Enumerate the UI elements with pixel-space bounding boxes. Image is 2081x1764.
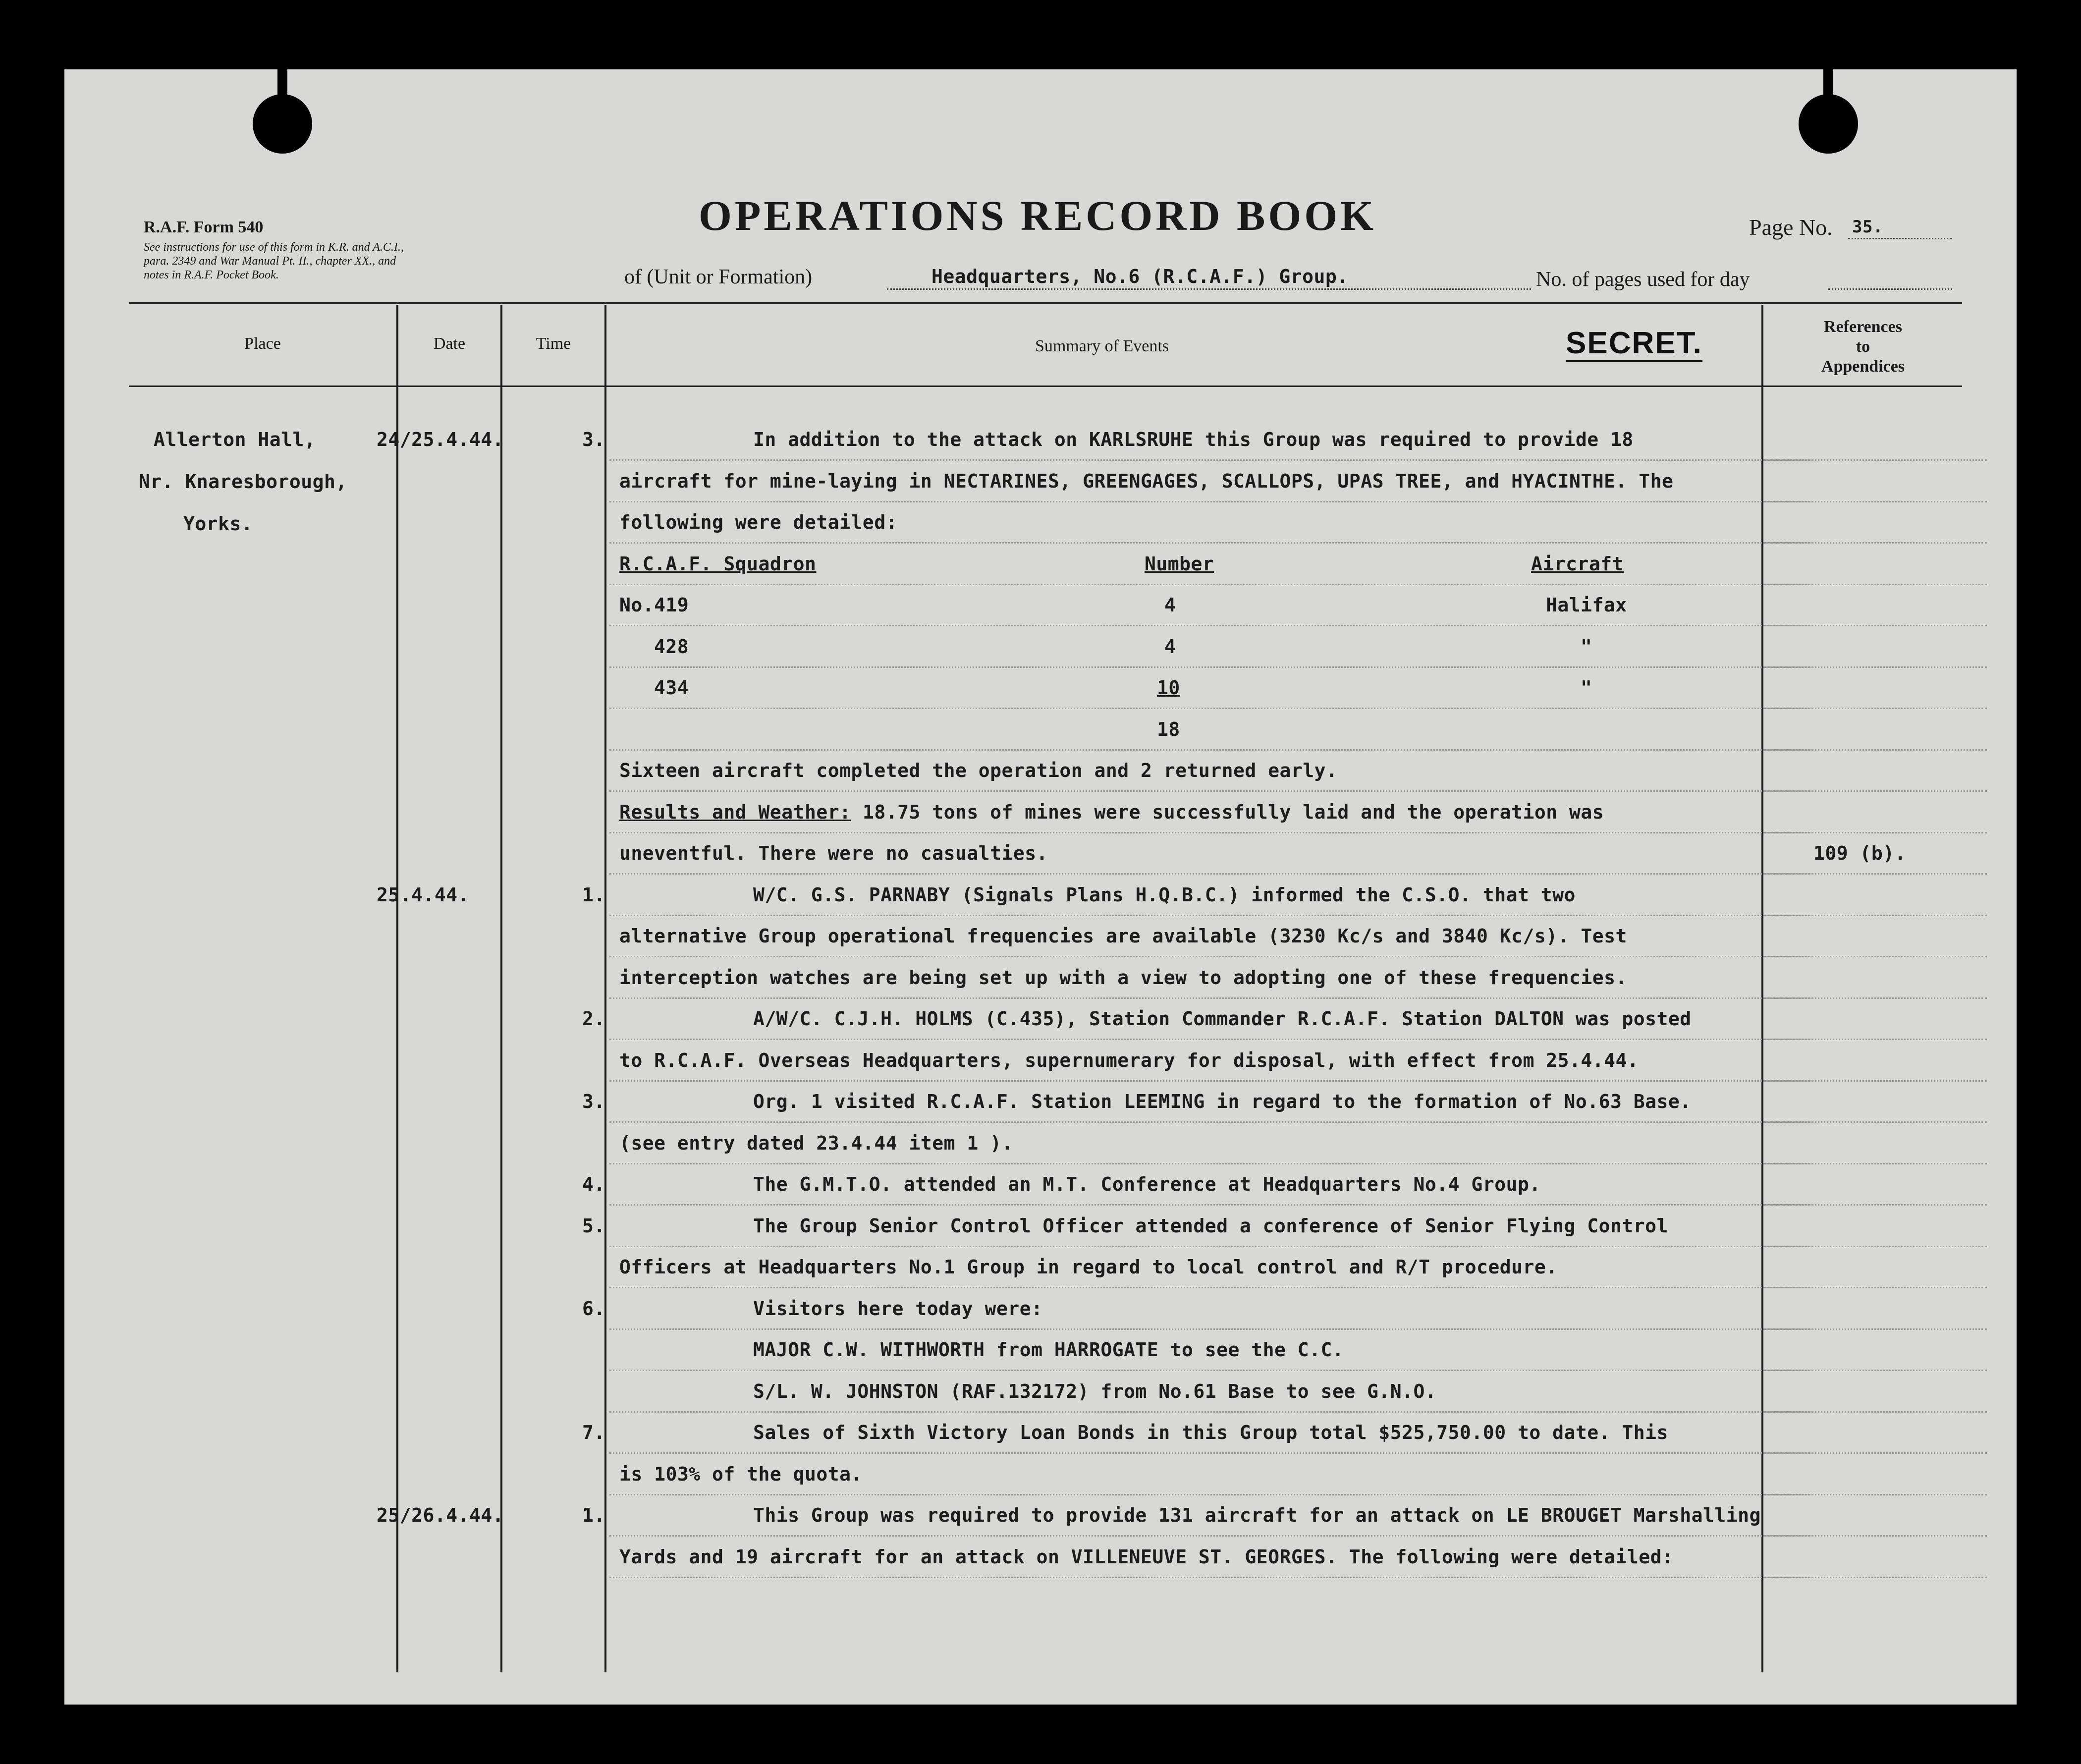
- table-header-rule: [129, 386, 1962, 387]
- summary-line: Yards and 19 aircraft for an attack on VILLENEUVE ST. GEORGES. The following were detailed:: [619, 1545, 1674, 1568]
- column-header-place: Place: [244, 334, 281, 353]
- ruled-line: [609, 1494, 1813, 1495]
- entry-item-number: 5.: [582, 1214, 605, 1237]
- summary-line: aircraft for mine-laying in NECTARINES, GREENGAGES, SCALLOPS, UPAS TREE, and HYACINTHE. The: [619, 470, 1674, 492]
- ruled-line: [609, 749, 1813, 751]
- entry-item-number: 7.: [582, 1422, 605, 1443]
- ruled-line: [609, 584, 1813, 585]
- ruled-line: [609, 1452, 1813, 1454]
- instruction-line: para. 2349 and War Manual Pt. II., chapter XX., and: [144, 255, 396, 268]
- place-line-2: Nr. Knaresborough,: [139, 471, 347, 493]
- ruled-line-ref: [1764, 666, 1987, 668]
- col-rule-time: [604, 305, 606, 1672]
- ruled-line: [609, 666, 1813, 668]
- page-no-label: Page No.: [1749, 215, 1833, 240]
- column-header-time: Time: [536, 334, 571, 353]
- summary-line: S/L. W. JOHNSTON (RAF.132172) from No.61 Base to see G.N.O.: [753, 1380, 1437, 1402]
- number-cell: 10: [1157, 677, 1180, 699]
- ruled-line: [609, 1204, 1813, 1206]
- column-header-date: Date: [433, 334, 466, 353]
- ruled-line-ref: [1764, 708, 1987, 709]
- ruled-line: [609, 1163, 1813, 1164]
- ruled-line-ref: [1764, 1328, 1987, 1330]
- pages-used-field: [1828, 268, 1952, 290]
- form-number: R.A.F. Form 540: [144, 218, 264, 236]
- summary-line: Results and Weather: 18.75 tons of mines were successfully laid and the operation was: [619, 801, 1604, 823]
- ruled-line-ref: [1764, 790, 1987, 792]
- summary-line: Sixteen aircraft completed the operation and 2 returned early.: [619, 760, 1338, 781]
- col-rule-place: [396, 305, 398, 1672]
- column-header-references: [1764, 317, 1962, 377]
- summary-line: alternative Group operational frequencies are available (3230 Kc/s and 3840 Kc/s). Test: [619, 925, 1627, 947]
- ruled-line: [609, 1246, 1813, 1247]
- ruled-line-ref: [1764, 1080, 1987, 1082]
- ruled-line-ref: [1764, 749, 1987, 751]
- summary-line: to R.C.A.F. Overseas Headquarters, supernumerary for disposal, with effect from 25.4.44.: [619, 1049, 1639, 1071]
- col-rule-date: [500, 305, 502, 1672]
- ruled-line-ref: [1764, 584, 1987, 585]
- table-top-rule: [129, 302, 1962, 304]
- summary-line: uneventful. There were no casualties.: [619, 842, 1048, 864]
- references-header-line: to: [1856, 337, 1870, 356]
- summary-line: The G.M.T.O. attended an M.T. Conference at Headquarters No.4 Group.: [753, 1173, 1541, 1195]
- unit-field: Headquarters, No.6 (R.C.A.F.) Group.: [887, 263, 1531, 290]
- ruled-line-ref: [1764, 1535, 1987, 1537]
- ruled-line-ref: [1764, 997, 1987, 999]
- summary-line: interception watches are being set up with a view to adopting one of these frequencies.: [619, 966, 1627, 989]
- ruled-line-ref: [1764, 915, 1987, 916]
- squadron-table-header: Aircraft: [1531, 552, 1624, 575]
- aircraft-cell: ": [1581, 677, 1592, 699]
- place-line-3: Yorks.: [183, 513, 253, 535]
- binder-hole-right: [1799, 94, 1858, 154]
- entry-item-number: 3.: [582, 429, 605, 450]
- place-line-1: Allerton Hall,: [154, 429, 316, 450]
- summary-line: Org. 1 visited R.C.A.F. Station LEEMING in regard to the formation of No.63 Base.: [753, 1091, 1692, 1112]
- ruled-line: [609, 542, 1813, 544]
- ruled-line-ref: [1764, 1494, 1987, 1495]
- ruled-line-ref: [1764, 625, 1987, 626]
- form-instructions: [144, 240, 404, 282]
- ruled-line-ref: [1764, 1204, 1987, 1206]
- pages-used-label: No. of pages used for day: [1536, 268, 1750, 291]
- ruled-line-ref: [1764, 956, 1987, 957]
- aircraft-cell: Halifax: [1546, 594, 1627, 616]
- entry-item-number: 3.: [582, 1091, 605, 1112]
- classification-stamp: SECRET.: [1566, 327, 1702, 362]
- ruled-line-ref: [1764, 1577, 1987, 1578]
- ruled-line: [609, 1080, 1813, 1082]
- ruled-line: [609, 873, 1813, 875]
- entry-date: 25/26.4.44.: [377, 1504, 504, 1526]
- summary-line: MAJOR C.W. WITHWORTH from HARROGATE to see the C.C.: [753, 1339, 1344, 1361]
- summary-line: The Group Senior Control Officer attended a conference of Senior Flying Control: [753, 1214, 1668, 1237]
- summary-line: This Group was required to provide 131 aircraft for an attack on LE BROUGET Marshalling: [753, 1504, 1761, 1526]
- ruled-line: [609, 997, 1813, 999]
- squadron-table-header: R.C.A.F. Squadron: [619, 552, 817, 575]
- summary-line: In addition to the attack on KARLSRUHE this Group was required to provide 18: [753, 429, 1634, 450]
- page-no-field: 35.: [1848, 213, 1952, 239]
- ruled-line: [609, 1370, 1813, 1371]
- ruled-line: [609, 1121, 1813, 1123]
- ruled-line: [609, 832, 1813, 833]
- ruled-line: [609, 625, 1813, 626]
- instruction-line: See instructions for use of this form in K.R. and A.C.I.,: [144, 241, 404, 254]
- ruled-line-ref: [1764, 1121, 1987, 1123]
- ruled-line: [609, 1039, 1813, 1040]
- total-cell: 18: [1157, 718, 1180, 740]
- entry-date: 25.4.44.: [377, 883, 470, 906]
- entry-item-number: 1.: [582, 1504, 605, 1526]
- ruled-line-ref: [1764, 1039, 1987, 1040]
- squadron-cell: 428: [654, 635, 689, 658]
- form-sheet: [64, 69, 2017, 1705]
- ruled-line-ref: [1764, 1287, 1987, 1288]
- ruled-line: [609, 915, 1813, 916]
- ruled-line: [609, 1577, 1813, 1578]
- col-rule-summary: [1761, 305, 1763, 1672]
- entry-item-number: 2.: [582, 1008, 605, 1030]
- ruled-line-ref: [1764, 832, 1987, 833]
- instruction-line: notes in R.A.F. Pocket Book.: [144, 269, 279, 281]
- number-cell: 4: [1164, 594, 1176, 616]
- squadron-table-header: Number: [1145, 552, 1214, 575]
- ruled-line: [609, 1411, 1813, 1413]
- summary-line: Sales of Sixth Victory Loan Bonds in this Group total $525,750.00 to date. This: [753, 1422, 1668, 1443]
- entry-date: 24/25.4.44.: [377, 429, 504, 450]
- ruled-line: [609, 1287, 1813, 1288]
- ruled-line: [609, 1328, 1813, 1330]
- ruled-line-ref: [1764, 1163, 1987, 1164]
- ruled-line-ref: [1764, 1370, 1987, 1371]
- entry-item-number: 4.: [582, 1173, 605, 1195]
- summary-line: A/W/C. C.J.H. HOLMS (C.435), Station Commander R.C.A.F. Station DALTON was posted: [753, 1008, 1692, 1030]
- summary-line: following were detailed:: [619, 511, 898, 533]
- unit-label: of (Unit or Formation): [624, 266, 813, 288]
- column-header-summary: Summary of Events: [1035, 337, 1169, 355]
- summary-line: is 103% of the quota.: [619, 1463, 863, 1485]
- summary-line: Visitors here today were:: [753, 1297, 1043, 1320]
- ruled-line-ref: [1764, 459, 1987, 461]
- ruled-line: [609, 708, 1813, 709]
- ruled-line-ref: [1764, 1411, 1987, 1413]
- ruled-line-ref: [1764, 501, 1987, 502]
- entry-item-number: 6.: [582, 1297, 605, 1320]
- ruled-line-ref: [1764, 1246, 1987, 1247]
- ruled-line: [609, 956, 1813, 957]
- ruled-line: [609, 790, 1813, 792]
- ruled-line-ref: [1764, 542, 1987, 544]
- aircraft-cell: ": [1581, 635, 1592, 658]
- ruled-line-ref: [1764, 1452, 1987, 1454]
- summary-line: W/C. G.S. PARNABY (Signals Plans H.Q.B.C.) informed the C.S.O. that two: [753, 883, 1576, 906]
- appendix-reference: 109 (b).: [1813, 842, 1907, 864]
- summary-line: (see entry dated 23.4.44 item 1 ).: [619, 1132, 1013, 1154]
- binder-hole-left: [253, 94, 312, 154]
- squadron-cell: No.419: [619, 594, 689, 616]
- ruled-line-ref: [1764, 873, 1987, 875]
- squadron-cell: 434: [654, 677, 689, 699]
- page-title: OPERATIONS RECORD BOOK: [699, 192, 1376, 239]
- references-header-line: References: [1824, 318, 1902, 336]
- ruled-line: [609, 501, 1813, 502]
- references-header-line: Appendices: [1821, 357, 1905, 376]
- ruled-line: [609, 1535, 1813, 1537]
- underlined-heading: Results and Weather:: [619, 801, 851, 823]
- summary-line: Officers at Headquarters No.1 Group in regard to local control and R/T procedure.: [619, 1256, 1558, 1278]
- entry-item-number: 1.: [582, 883, 605, 906]
- number-cell: 4: [1164, 635, 1176, 658]
- ruled-line: [609, 459, 1813, 461]
